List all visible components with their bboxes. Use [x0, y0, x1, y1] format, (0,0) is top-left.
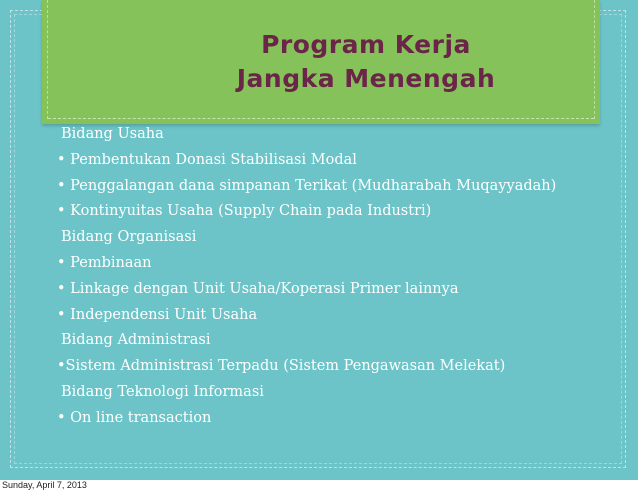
- slide-title-line-1: Program Kerja: [261, 30, 471, 59]
- footer-date: Sunday, April 7, 2013: [2, 480, 87, 490]
- section-heading-usaha: Bidang Usaha: [61, 126, 164, 142]
- bullet-item: • Penggalangan dana simpanan Terikat (Mudharabah Muqayyadah): [57, 177, 557, 194]
- bullet-item: • On line transaction: [57, 409, 212, 426]
- bullet-item: • Pembentukan Donasi Stabilisasi Modal: [57, 151, 357, 168]
- bullet-item: • Kontinyuitas Usaha (Supply Chain pada Industri): [57, 203, 432, 220]
- bullet-item: • Linkage dengan Unit Usaha/Koperasi Primer lainnya: [57, 280, 459, 297]
- bullet-item: • Independensi Unit Usaha: [57, 306, 258, 323]
- slide-title-line-2: Jangka Menengah: [236, 64, 496, 93]
- slide-body: [55, 122, 615, 432]
- section-heading-teknologi: Bidang Teknologi Informasi: [61, 383, 264, 400]
- bullet-item: •Sistem Administrasi Terpadu (Sistem Pengawasan Melekat): [57, 358, 506, 375]
- slide-title: [42, 28, 600, 96]
- bullet-item: • Pembinaan: [57, 254, 152, 271]
- section-heading-organisasi: Bidang Organisasi: [61, 229, 197, 246]
- title-band-stitch: [48, 118, 594, 119]
- section-heading-administrasi: Bidang Administrasi: [61, 332, 211, 349]
